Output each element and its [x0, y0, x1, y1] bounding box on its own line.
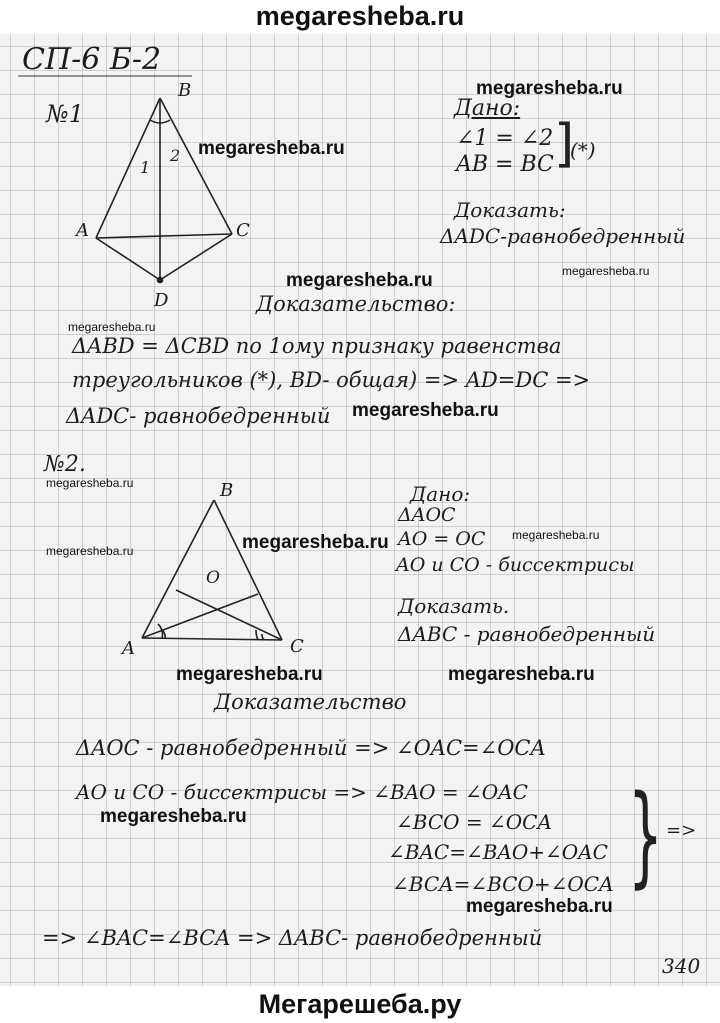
- segment-ab: [96, 98, 160, 238]
- segment-ad: [96, 238, 160, 280]
- watermark[interactable]: megaresheba.ru: [562, 264, 650, 278]
- notebook-page: [0, 34, 720, 986]
- problem2-proof-implies: =>: [666, 820, 697, 841]
- problem1-label-a: A: [76, 220, 89, 241]
- problem1-prove: ΔADC-равнобедренный: [440, 224, 686, 248]
- site-header[interactable]: megaresheba.ru: [0, 0, 720, 34]
- problem2-label-o: O: [206, 568, 220, 588]
- segment-bc-2: [214, 500, 282, 640]
- watermark[interactable]: megaresheba.ru: [176, 664, 323, 685]
- problem1-label-b: B: [178, 80, 192, 101]
- page-heading: СП-6 Б-2: [22, 42, 162, 77]
- point-d: [158, 278, 163, 283]
- problem2-proof-line3: ∠BCO = ∠OCA: [396, 810, 552, 834]
- watermark[interactable]: megaresheba.ru: [198, 138, 345, 159]
- problem2-prove: ΔABC - равнобедренный: [398, 622, 656, 646]
- problem2-label-c: C: [290, 636, 304, 657]
- problem2-given-line1: ΔAOC: [398, 504, 456, 526]
- problem1-given-mark: (*): [570, 138, 596, 162]
- problem1-prove-title: Доказать:: [454, 198, 566, 222]
- segment-ab-2: [142, 500, 214, 638]
- problem2-given-line3: AO и CO - биссектрисы: [396, 554, 635, 576]
- watermark[interactable]: megaresheba.ru: [242, 532, 389, 553]
- watermark[interactable]: megaresheba.ru: [352, 400, 499, 421]
- geometry-figures: [0, 34, 720, 986]
- watermark[interactable]: megaresheba.ru: [286, 270, 433, 291]
- segment-ac-2: [142, 638, 282, 640]
- problem1-proof-line3: ΔADC- равнобедренный: [66, 404, 331, 428]
- watermark[interactable]: megaresheba.ru: [68, 320, 156, 334]
- problem2-proof-line2: AO и CO - биссектрисы => ∠BAO = ∠OAC: [76, 780, 528, 804]
- watermark[interactable]: megaresheba.ru: [512, 528, 600, 542]
- problem2-label-b: B: [220, 480, 234, 501]
- problem2-proof-line1: ΔAOC - равнобедренный => ∠OAC=∠OCA: [76, 736, 546, 760]
- problem2-proof-line4: ∠BAC=∠BAO+∠OAC: [388, 840, 608, 864]
- watermark[interactable]: megaresheba.ru: [476, 78, 623, 99]
- page-number: 340: [662, 954, 701, 978]
- problem1-proof-line1: ΔABD = ΔCBD по 1ому признаку равенства: [72, 334, 562, 358]
- bisector-c: [176, 590, 282, 640]
- site-footer[interactable]: Мегарешеба.ру: [0, 986, 720, 1023]
- problem2-proof-conclusion: => ∠BAC=∠BCA => ΔABC- равнобедренный: [42, 926, 543, 950]
- angle-arc-c2: [256, 630, 258, 640]
- watermark[interactable]: megaresheba.ru: [448, 664, 595, 685]
- problem2-proof-line5: ∠BCA=∠BCO+∠OCA: [392, 872, 614, 896]
- segment-bc: [160, 98, 232, 234]
- watermark[interactable]: megaresheba.ru: [46, 476, 134, 490]
- problem1-given-title: Дано:: [454, 96, 521, 121]
- problem2-given-line2: AO = OC: [398, 528, 486, 550]
- problem1-proof-line2: треугольников (*), BD- общая) => AD=DC =>: [72, 368, 591, 392]
- problem1-label-c: C: [236, 220, 250, 241]
- problem2-number: №2.: [44, 452, 86, 477]
- problem1-given-bracket: ]: [554, 114, 575, 174]
- problem2-label-a: A: [122, 638, 135, 659]
- problem1-proof-title: Доказательство:: [256, 292, 456, 316]
- problem2-proof-brace: }: [628, 771, 663, 899]
- problem1-angle-1: 1: [140, 158, 151, 177]
- problem1-angle-2: 2: [170, 146, 181, 165]
- problem1-label-d: D: [154, 290, 169, 311]
- problem1-number: №1: [46, 100, 84, 128]
- problem2-proof-title: Доказательство: [214, 690, 407, 714]
- triangle-abcd-figure: [96, 98, 232, 283]
- problem1-given-line1: ∠1 = ∠2: [456, 126, 554, 151]
- watermark[interactable]: megaresheba.ru: [100, 806, 247, 827]
- watermark[interactable]: megaresheba.ru: [466, 896, 613, 917]
- problem1-given-line2: AB = BC: [456, 152, 554, 177]
- watermark[interactable]: megaresheba.ru: [46, 544, 134, 558]
- segment-dc: [160, 234, 232, 280]
- problem2-given-title: Дано:: [410, 482, 471, 506]
- problem2-prove-title: Доказать.: [398, 594, 510, 618]
- segment-ac: [96, 234, 232, 238]
